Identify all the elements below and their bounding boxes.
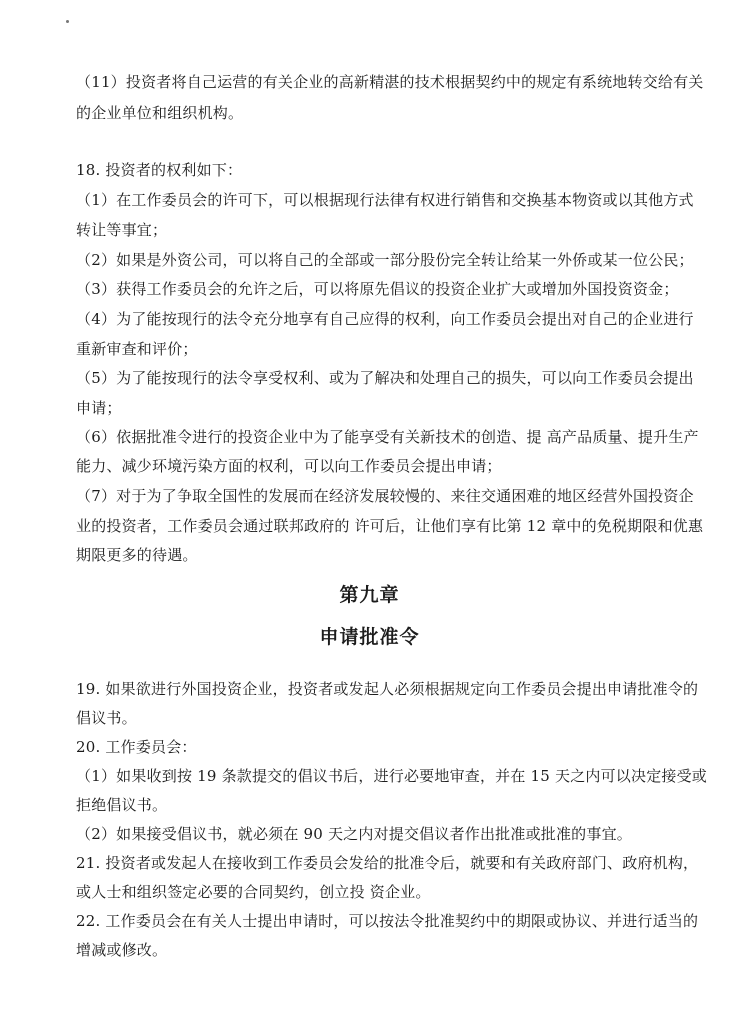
paragraph-11-line-1: （11）投资者将自己运营的有关企业的高新精湛的技术根据契约中的规定有系统地转交给有关 — [76, 73, 704, 91]
scan-speck — [66, 20, 69, 23]
section-20-heading: 20. 工作委员会： — [76, 738, 197, 756]
paragraph-11-line-2: 的企业单位和组织机构。 — [76, 104, 244, 122]
section-20-item-2-line-1: （2）如果接受倡议书，就必须在 90 天之内对提交倡议者作出批准或批准的事宜。 — [76, 825, 632, 843]
item-1-line-1: （1）在工作委员会的许可下，可以根据现行法律有权进行销售和交换基本物资或以其他方式 — [76, 191, 694, 209]
item-2-line-1: （2）如果是外资公司，可以将自己的全部或一部分股份完全转让给某一外侨或某一位公民； — [76, 251, 694, 269]
section-20-item-1-line-2: 拒绝倡议书。 — [76, 796, 168, 814]
item-1-line-2: 转让等事宜； — [76, 221, 168, 239]
section-22-line-1: 22. 工作委员会在有关人士提出申请时，可以按法令批准契约中的期限或协议、并进行适当的 — [76, 912, 699, 930]
section-20-item-1-line-1: （1）如果收到按 19 条款提交的倡议书后，进行必要地审查，并在 15 天之内可以决定接受或 — [76, 767, 707, 785]
item-6-line-2: 能力、减少环境污染方面的权利，可以向工作委员会提出申请； — [76, 457, 502, 475]
chapter-title: 申请批准令 — [319, 626, 420, 648]
section-19-line-2: 倡议书。 — [76, 709, 137, 727]
item-7-line-3: 期限更多的待遇。 — [76, 546, 198, 564]
item-7-line-2: 业的投资者，工作委员会通过联邦政府的 许可后，让他们享有比第 12 章中的免税期限和优惠 — [76, 517, 704, 535]
section-18-heading: 18. 投资者的权利如下： — [76, 161, 243, 179]
item-5-line-1: （5）为了能按现行的法令享受权利、或为了解决和处理自己的损失，可以向工作委员会提出 — [76, 369, 694, 387]
item-6-line-1: （6）依据批准令进行的投资企业中为了能享受有关新技术的创造、提 高产品质量、提升生产 — [76, 428, 699, 446]
section-19-line-1: 19. 如果欲进行外国投资企业，投资者或发起人必须根据规定向工作委员会提出申请批准令的 — [76, 680, 699, 698]
section-21-line-1: 21. 投资者或发起人在接收到工作委员会发给的批准令后，就要和有关政府部门、政府机构， — [76, 854, 699, 872]
section-22-line-2: 增减或修改。 — [76, 941, 168, 959]
item-7-line-1: （7）对于为了争取全国性的发展而在经济发展较慢的、来往交通困难的地区经营外国投资企 — [76, 487, 694, 505]
item-5-line-2: 申请； — [76, 399, 122, 417]
section-21-line-2: 或人士和组织签定必要的合同契约，创立投 资企业。 — [76, 883, 431, 901]
chapter-number: 第九章 — [339, 584, 400, 606]
item-3-line-1: （3）获得工作委员会的允许之后，可以将原先倡议的投资企业扩大或增加外国投资资金； — [76, 280, 679, 298]
item-4-line-1: （4）为了能按现行的法令充分地享有自己应得的权利，向工作委员会提出对自己的企业进行 — [76, 310, 694, 328]
item-4-line-2: 重新审查和评价； — [76, 340, 198, 358]
